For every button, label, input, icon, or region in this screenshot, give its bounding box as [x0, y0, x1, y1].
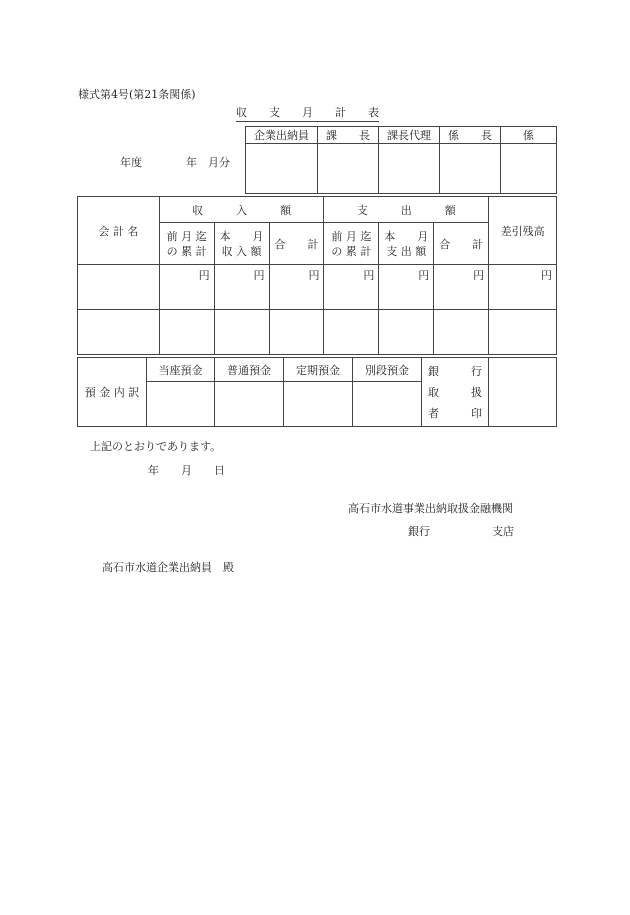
bank-handler-label: 銀 行 取 扱 者 印	[422, 358, 489, 427]
unit-yen: 円	[434, 265, 489, 310]
deposit-amount-cell[interactable]	[147, 382, 215, 427]
stamp-box[interactable]	[318, 144, 379, 194]
amount-cell[interactable]	[434, 310, 489, 355]
bank-name-label: 銀行	[408, 525, 430, 538]
amount-cell[interactable]	[379, 310, 434, 355]
deposit-amount-cell[interactable]	[284, 382, 353, 427]
expense-this-month-header: 本 月 支 出 額	[379, 223, 434, 265]
approval-header-staff: 係	[501, 127, 557, 144]
unit-yen: 円	[379, 265, 434, 310]
expense-header: 支 出 額	[324, 197, 489, 223]
amount-cell[interactable]	[159, 310, 214, 355]
unit-yen: 円	[269, 265, 324, 310]
income-total-header: 合 計	[269, 223, 324, 265]
amount-cell[interactable]	[324, 310, 379, 355]
institution-name: 高石市水道事業出納取扱金融機関	[348, 502, 513, 515]
deposit-amount-cell[interactable]	[215, 382, 284, 427]
income-prev-cumulative-header: 前 月 迄 の 累 計	[159, 223, 214, 265]
approval-header-section-chief: 課 長	[318, 127, 379, 144]
approval-header-cashier: 企業出納員	[246, 127, 318, 144]
stamp-box[interactable]	[440, 144, 501, 194]
account-name-cell[interactable]	[78, 265, 160, 310]
deposit-type-current: 当座預金	[147, 358, 215, 382]
approval-table	[245, 126, 557, 194]
period-label: 年度 年 月分	[120, 156, 230, 169]
bank-seal-box[interactable]	[489, 358, 557, 427]
income-header: 収 入 額	[159, 197, 324, 223]
account-table	[77, 196, 557, 355]
approval-header-subsection-chief: 係 長	[440, 127, 501, 144]
addressee: 高石市水道企業出納員 殿	[102, 561, 234, 574]
expense-prev-cumulative-header: 前 月 迄 の 累 計	[324, 223, 379, 265]
amount-cell[interactable]	[489, 310, 557, 355]
deposit-label: 預 金 内 訳	[78, 358, 147, 427]
income-this-month-header: 本 月 収 入 額	[214, 223, 269, 265]
deposit-table	[77, 357, 557, 427]
amount-cell[interactable]	[214, 310, 269, 355]
account-name-header: 会 計 名	[78, 197, 160, 265]
stamp-box[interactable]	[246, 144, 318, 194]
balance-header: 差引残高	[489, 197, 557, 265]
amount-cell[interactable]	[269, 310, 324, 355]
branch-name-label: 支店	[492, 525, 514, 538]
unit-yen: 円	[214, 265, 269, 310]
unit-yen: 円	[324, 265, 379, 310]
account-name-cell[interactable]	[78, 310, 160, 355]
stamp-box[interactable]	[501, 144, 557, 194]
deposit-type-time: 定期預金	[284, 358, 353, 382]
form-title: 収 支 月 計 表	[236, 104, 379, 122]
approval-header-deputy-chief: 課長代理	[379, 127, 440, 144]
unit-yen: 円	[159, 265, 214, 310]
stamp-box[interactable]	[379, 144, 440, 194]
deposit-type-ordinary: 普通預金	[215, 358, 284, 382]
form-number: 様式第4号(第21条関係)	[78, 88, 196, 101]
deposit-amount-cell[interactable]	[353, 382, 422, 427]
expense-total-header: 合 計	[434, 223, 489, 265]
statement-text: 上記のとおりであります。	[90, 440, 222, 453]
unit-yen: 円	[489, 265, 557, 310]
deposit-type-special: 別段預金	[353, 358, 422, 382]
date-line: 年 月 日	[148, 464, 225, 477]
